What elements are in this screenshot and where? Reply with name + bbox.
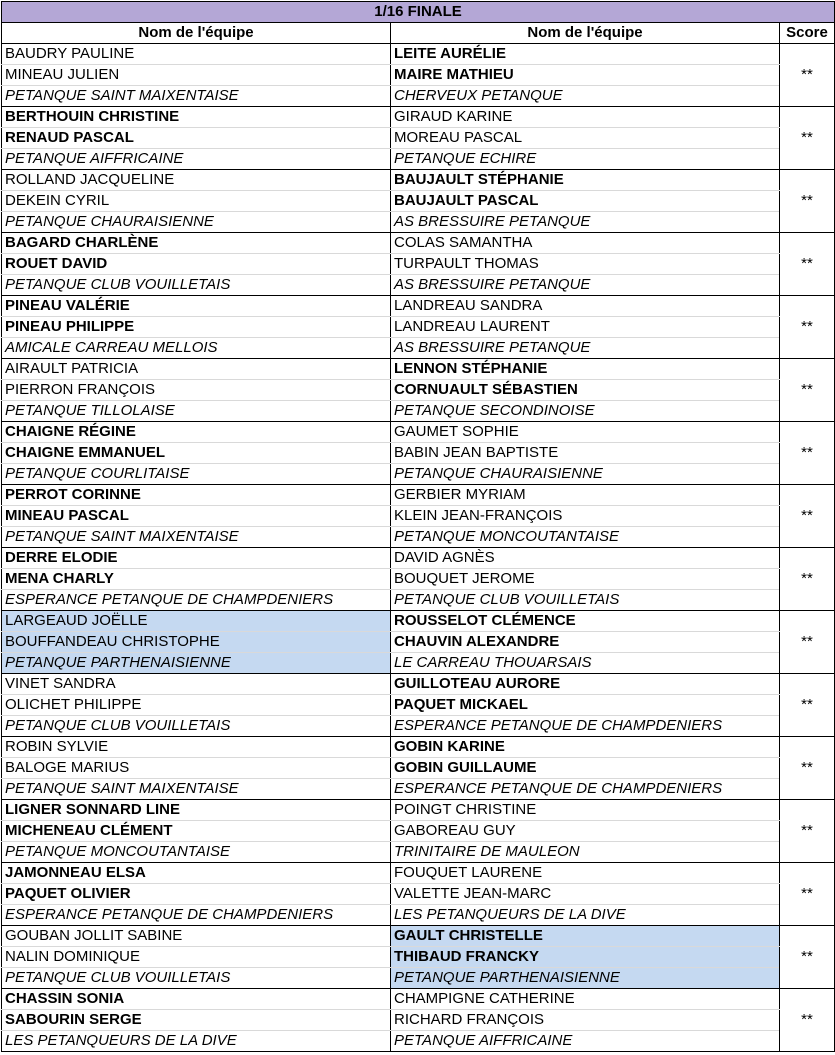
match-row — [2, 716, 835, 737]
player-name-b: CORNUAULT SÉBASTIEN — [391, 380, 780, 401]
player-name-a: MINEAU PASCAL — [2, 506, 391, 527]
header-team-a: Nom de l'équipe — [2, 23, 391, 44]
match-row — [2, 44, 835, 65]
match-row — [2, 128, 835, 149]
match-row — [2, 170, 835, 191]
match-row — [2, 632, 835, 653]
player-name-a: BAGARD CHARLÈNE — [2, 233, 391, 254]
match-row — [2, 506, 835, 527]
score-cell: ** — [780, 422, 835, 485]
player-name-a: DERRE ELODIE — [2, 548, 391, 569]
player-name-a: NALIN DOMINIQUE — [2, 947, 391, 968]
match-row — [2, 821, 835, 842]
score-cell: ** — [780, 611, 835, 674]
club-name-a: PETANQUE CLUB VOUILLETAIS — [2, 275, 391, 296]
match-row — [2, 800, 835, 821]
club-name-a: LES PETANQUEURS DE LA DIVE — [2, 1031, 391, 1052]
match-row — [2, 653, 835, 674]
club-name-b: AS BRESSUIRE PETANQUE — [391, 275, 780, 296]
player-name-a: CHAIGNE RÉGINE — [2, 422, 391, 443]
player-name-a: ROBIN SYLVIE — [2, 737, 391, 758]
player-name-b: GUILLOTEAU AURORE — [391, 674, 780, 695]
player-name-b: GOBIN GUILLAUME — [391, 758, 780, 779]
match-row — [2, 149, 835, 170]
match-row — [2, 611, 835, 632]
player-name-a: PAQUET OLIVIER — [2, 884, 391, 905]
player-name-b: BAUJAULT PASCAL — [391, 191, 780, 212]
match-row — [2, 926, 835, 947]
match-row — [2, 842, 835, 863]
club-name-b: CHERVEUX PETANQUE — [391, 86, 780, 107]
match-row — [2, 674, 835, 695]
club-name-b: ESPERANCE PETANQUE DE CHAMPDENIERS — [391, 716, 780, 737]
title-row — [2, 2, 835, 23]
club-name-a: ESPERANCE PETANQUE DE CHAMPDENIERS — [2, 905, 391, 926]
player-name-a: CHAIGNE EMMANUEL — [2, 443, 391, 464]
match-row — [2, 422, 835, 443]
match-row — [2, 527, 835, 548]
player-name-b: ROUSSELOT CLÉMENCE — [391, 611, 780, 632]
player-name-b: PAQUET MICKAEL — [391, 695, 780, 716]
match-row — [2, 884, 835, 905]
player-name-b: GABOREAU GUY — [391, 821, 780, 842]
match-row — [2, 1031, 835, 1052]
player-name-b: BOUQUET JEROME — [391, 569, 780, 590]
match-row — [2, 212, 835, 233]
match-row — [2, 443, 835, 464]
match-row — [2, 989, 835, 1010]
score-cell: ** — [780, 107, 835, 170]
score-cell: ** — [780, 737, 835, 800]
player-name-b: LENNON STÉPHANIE — [391, 359, 780, 380]
club-name-a: PETANQUE TILLOLAISE — [2, 401, 391, 422]
player-name-a: ROUET DAVID — [2, 254, 391, 275]
player-name-b: GAULT CHRISTELLE — [391, 926, 780, 947]
match-row — [2, 380, 835, 401]
player-name-a: DEKEIN CYRIL — [2, 191, 391, 212]
player-name-a: GOUBAN JOLLIT SABINE — [2, 926, 391, 947]
player-name-a: PIERRON FRANÇOIS — [2, 380, 391, 401]
player-name-b: MAIRE MATHIEU — [391, 65, 780, 86]
match-row — [2, 107, 835, 128]
player-name-a: PINEAU VALÉRIE — [2, 296, 391, 317]
player-name-b: LANDREAU LAURENT — [391, 317, 780, 338]
header-score: Score — [780, 23, 835, 44]
player-name-b: POINGT CHRISTINE — [391, 800, 780, 821]
match-row — [2, 464, 835, 485]
club-name-b: AS BRESSUIRE PETANQUE — [391, 338, 780, 359]
score-cell: ** — [780, 926, 835, 989]
player-name-a: BERTHOUIN CHRISTINE — [2, 107, 391, 128]
match-row — [2, 401, 835, 422]
score-cell: ** — [780, 359, 835, 422]
match-row — [2, 905, 835, 926]
player-name-a: BALOGE MARIUS — [2, 758, 391, 779]
player-name-a: MICHENEAU CLÉMENT — [2, 821, 391, 842]
player-name-a: MINEAU JULIEN — [2, 65, 391, 86]
player-name-a: SABOURIN SERGE — [2, 1010, 391, 1031]
player-name-b: LANDREAU SANDRA — [391, 296, 780, 317]
player-name-b: CHAUVIN ALEXANDRE — [391, 632, 780, 653]
club-name-b: ESPERANCE PETANQUE DE CHAMPDENIERS — [391, 779, 780, 800]
match-row — [2, 779, 835, 800]
player-name-a: OLICHET PHILIPPE — [2, 695, 391, 716]
match-row — [2, 737, 835, 758]
club-name-b: PETANQUE CHAURAISIENNE — [391, 464, 780, 485]
match-row — [2, 296, 835, 317]
player-name-a: BOUFFANDEAU CHRISTOPHE — [2, 632, 391, 653]
player-name-b: GERBIER MYRIAM — [391, 485, 780, 506]
player-name-b: LEITE AURÉLIE — [391, 44, 780, 65]
player-name-b: GIRAUD KARINE — [391, 107, 780, 128]
player-name-b: BAUJAULT STÉPHANIE — [391, 170, 780, 191]
club-name-b: TRINITAIRE DE MAULEON — [391, 842, 780, 863]
match-row — [2, 65, 835, 86]
player-name-b: BABIN JEAN BAPTISTE — [391, 443, 780, 464]
club-name-b: PETANQUE PARTHENAISIENNE — [391, 968, 780, 989]
club-name-b: PETANQUE CLUB VOUILLETAIS — [391, 590, 780, 611]
player-name-a: VINET SANDRA — [2, 674, 391, 695]
club-name-b: PETANQUE MONCOUTANTAISE — [391, 527, 780, 548]
match-row — [2, 863, 835, 884]
player-name-b: DAVID AGNÈS — [391, 548, 780, 569]
match-row — [2, 485, 835, 506]
match-row — [2, 233, 835, 254]
club-name-a: PETANQUE SAINT MAIXENTAISE — [2, 779, 391, 800]
player-name-a: ROLLAND JACQUELINE — [2, 170, 391, 191]
match-row — [2, 548, 835, 569]
player-name-b: GAUMET SOPHIE — [391, 422, 780, 443]
match-row — [2, 86, 835, 107]
player-name-a: BAUDRY PAULINE — [2, 44, 391, 65]
match-row — [2, 317, 835, 338]
player-name-a: PERROT CORINNE — [2, 485, 391, 506]
club-name-b: PETANQUE AIFFRICAINE — [391, 1031, 780, 1052]
player-name-b: MOREAU PASCAL — [391, 128, 780, 149]
match-row — [2, 338, 835, 359]
match-row — [2, 569, 835, 590]
score-cell: ** — [780, 296, 835, 359]
bracket-table — [1, 1, 835, 1052]
score-cell: ** — [780, 233, 835, 296]
player-name-b: RICHARD FRANÇOIS — [391, 1010, 780, 1031]
match-row — [2, 695, 835, 716]
player-name-a: RENAUD PASCAL — [2, 128, 391, 149]
club-name-a: PETANQUE COURLITAISE — [2, 464, 391, 485]
score-cell: ** — [780, 44, 835, 107]
club-name-a: PETANQUE SAINT MAIXENTAISE — [2, 86, 391, 107]
club-name-b: PETANQUE SECONDINOISE — [391, 401, 780, 422]
score-cell: ** — [780, 989, 835, 1052]
player-name-b: VALETTE JEAN-MARC — [391, 884, 780, 905]
match-row — [2, 1010, 835, 1031]
player-name-b: KLEIN JEAN-FRANÇOIS — [391, 506, 780, 527]
club-name-a: PETANQUE CHAURAISIENNE — [2, 212, 391, 233]
score-cell: ** — [780, 170, 835, 233]
score-cell: ** — [780, 674, 835, 737]
score-cell: ** — [780, 863, 835, 926]
player-name-b: COLAS SAMANTHA — [391, 233, 780, 254]
club-name-a: AMICALE CARREAU MELLOIS — [2, 338, 391, 359]
match-row — [2, 968, 835, 989]
club-name-a: PETANQUE PARTHENAISIENNE — [2, 653, 391, 674]
header-team-b: Nom de l'équipe — [391, 23, 780, 44]
player-name-a: LIGNER SONNARD LINE — [2, 800, 391, 821]
player-name-a: MENA CHARLY — [2, 569, 391, 590]
match-row — [2, 191, 835, 212]
score-cell: ** — [780, 485, 835, 548]
club-name-b: AS BRESSUIRE PETANQUE — [391, 212, 780, 233]
club-name-a: PETANQUE AIFFRICAINE — [2, 149, 391, 170]
club-name-a: PETANQUE MONCOUTANTAISE — [2, 842, 391, 863]
player-name-a: JAMONNEAU ELSA — [2, 863, 391, 884]
score-cell: ** — [780, 548, 835, 611]
player-name-a: LARGEAUD JOËLLE — [2, 611, 391, 632]
match-row — [2, 254, 835, 275]
player-name-b: THIBAUD FRANCKY — [391, 947, 780, 968]
club-name-a: PETANQUE CLUB VOUILLETAIS — [2, 716, 391, 737]
header-row — [2, 23, 835, 44]
match-row — [2, 359, 835, 380]
player-name-b: GOBIN KARINE — [391, 737, 780, 758]
player-name-b: TURPAULT THOMAS — [391, 254, 780, 275]
player-name-b: FOUQUET LAURENE — [391, 863, 780, 884]
club-name-b: LE CARREAU THOUARSAIS — [391, 653, 780, 674]
player-name-b: CHAMPIGNE CATHERINE — [391, 989, 780, 1010]
club-name-b: PETANQUE ECHIRE — [391, 149, 780, 170]
club-name-a: ESPERANCE PETANQUE DE CHAMPDENIERS — [2, 590, 391, 611]
club-name-b: LES PETANQUEURS DE LA DIVE — [391, 905, 780, 926]
player-name-a: PINEAU PHILIPPE — [2, 317, 391, 338]
club-name-a: PETANQUE SAINT MAIXENTAISE — [2, 527, 391, 548]
score-cell: ** — [780, 800, 835, 863]
match-row — [2, 590, 835, 611]
player-name-a: AIRAULT PATRICIA — [2, 359, 391, 380]
round-title: 1/16 FINALE — [2, 2, 835, 23]
match-row — [2, 758, 835, 779]
player-name-a: CHASSIN SONIA — [2, 989, 391, 1010]
match-row — [2, 947, 835, 968]
match-row — [2, 275, 835, 296]
club-name-a: PETANQUE CLUB VOUILLETAIS — [2, 968, 391, 989]
